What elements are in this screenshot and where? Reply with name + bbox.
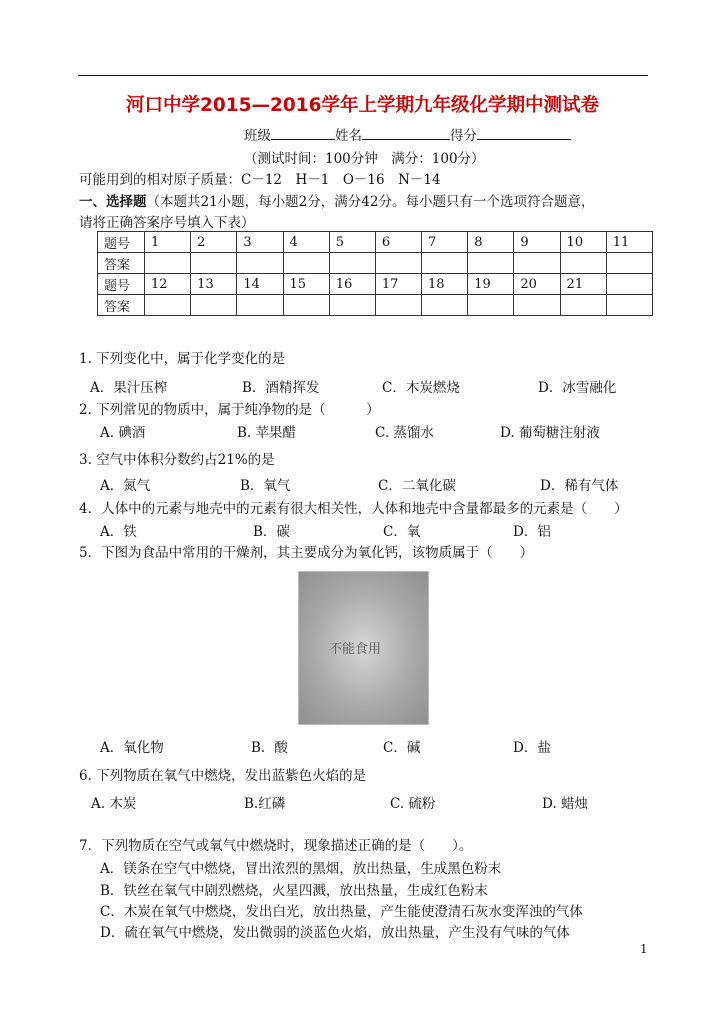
- row-header: 答案: [98, 253, 145, 274]
- answer-cell[interactable]: [422, 253, 468, 274]
- table-cell: 11: [606, 232, 652, 253]
- answer-cell[interactable]: [145, 295, 191, 316]
- table-cell: 7: [422, 232, 468, 253]
- option: D. 葡萄糖注射液: [500, 425, 600, 441]
- desiccant-label: 不能食用: [329, 642, 382, 657]
- option: C．碱: [383, 740, 421, 756]
- exam-info: （测试时间：100分钟 满分：100分）: [244, 151, 485, 167]
- question-stem: 4．人体中的元素与地壳中的元素有很大相关性，人体和地壳中含量都最多的元素是（ ）: [79, 501, 628, 517]
- table-cell: 21: [560, 274, 606, 295]
- table-cell: 14: [237, 274, 283, 295]
- option: B.红磷: [244, 796, 286, 812]
- answer-cell[interactable]: [237, 253, 283, 274]
- answer-cell[interactable]: [145, 253, 191, 274]
- question-stem: 1. 下列变化中，属于化学变化的是: [79, 351, 286, 367]
- answer-cell[interactable]: [560, 295, 606, 316]
- answer-cell[interactable]: [514, 295, 560, 316]
- option: B．碳: [253, 524, 290, 540]
- answer-cell[interactable]: [191, 253, 237, 274]
- section-title: 一、选择题: [79, 194, 147, 210]
- option: B．酒精挥发: [242, 380, 320, 396]
- student-fields: [244, 124, 571, 144]
- answer-cell[interactable]: [283, 253, 329, 274]
- answer-cell[interactable]: [329, 253, 375, 274]
- answer-cell[interactable]: [468, 295, 514, 316]
- table-cell: 18: [422, 274, 468, 295]
- question-stem: 5．下图为食品中常用的干燥剂，其主要成分为氧化钙，该物质属于（ ）: [79, 545, 534, 561]
- class-label: 班级: [244, 128, 271, 144]
- question-stem: 6. 下列物质在氧气中燃烧，发出蓝紫色火焰的是: [79, 768, 367, 784]
- table-cell: 15: [283, 274, 329, 295]
- name-blank[interactable]: [362, 124, 450, 140]
- table-cell: 19: [468, 274, 514, 295]
- option: B．铁丝在氧气中剧烈燃烧，火星四溅，放出热量，生成红色粉末: [100, 883, 488, 899]
- option: D. 蜡烛: [542, 796, 588, 812]
- table-row: [98, 253, 653, 274]
- table-cell: 3: [237, 232, 283, 253]
- atomic-masses: 可能用到的相对原子质量：C－12 H－1 O－16 N－14: [79, 172, 441, 188]
- table-cell: 10: [560, 232, 606, 253]
- section-desc: （本题共21小题，每小题2分，满分42分。每小题只有一个选项符合题意，: [146, 194, 595, 210]
- answer-cell[interactable]: [191, 295, 237, 316]
- answer-cell[interactable]: [560, 253, 606, 274]
- option: D．冰雪融化: [538, 380, 617, 396]
- table-cell: 8: [468, 232, 514, 253]
- score-label: 得分: [450, 128, 477, 144]
- option: C．二氧化碳: [378, 478, 456, 494]
- option: D．铝: [513, 524, 551, 540]
- table-cell: 1: [145, 232, 191, 253]
- page-title: 河口中学2015—2016学年上学期九年级化学期中测试卷: [126, 95, 599, 116]
- question-stem: 2. 下列常见的物质中，属于纯净物的是（ ）: [79, 402, 380, 418]
- table-row: [98, 232, 653, 253]
- table-cell: 4: [283, 232, 329, 253]
- class-blank[interactable]: [271, 124, 335, 140]
- answer-cell[interactable]: [468, 253, 514, 274]
- answer-cell[interactable]: [283, 295, 329, 316]
- question-stem: 3. 空气中体积分数约占21%的是: [79, 452, 275, 468]
- table-cell: 20: [514, 274, 560, 295]
- option: C．木炭在氧气中燃烧，发出白光，放出热量，产生能使澄清石灰水变浑浊的气体: [100, 904, 583, 920]
- option: C．氧: [383, 524, 421, 540]
- section-heading: [79, 190, 594, 210]
- option: A．氮气: [100, 478, 151, 494]
- table-cell: 16: [329, 274, 375, 295]
- answer-cell[interactable]: [375, 253, 421, 274]
- desiccant-image: [298, 571, 429, 725]
- option: A. 碘酒: [100, 425, 146, 441]
- table-cell: 13: [191, 274, 237, 295]
- table-cell: 12: [145, 274, 191, 295]
- option: C．木炭燃烧: [382, 380, 460, 396]
- answer-table: [97, 231, 653, 316]
- option: B. 苹果醋: [237, 425, 297, 441]
- option: A．氧化物: [100, 740, 164, 756]
- table-row: [98, 274, 653, 295]
- table-cell: 5: [329, 232, 375, 253]
- answer-cell[interactable]: [375, 295, 421, 316]
- page-number: 1: [640, 942, 648, 956]
- row-header: 题号: [98, 274, 145, 295]
- option: C. 硫粉: [390, 796, 436, 812]
- table-cell: 2: [191, 232, 237, 253]
- question-stem: 7．下列物质在空气或氧气中燃烧时，现象描述正确的是（ ）。: [79, 838, 473, 854]
- option: D．盐: [513, 740, 551, 756]
- table-cell: [606, 274, 652, 295]
- option: A．果汁压榨: [90, 380, 168, 396]
- answer-cell[interactable]: [329, 295, 375, 316]
- row-header: 题号: [98, 232, 145, 253]
- option: D．硫在氧气中燃烧，发出微弱的淡蓝色火焰，放出热量，产生没有气味的气体: [100, 925, 570, 941]
- row-header: 答案: [98, 295, 145, 316]
- option: B．酸: [251, 740, 288, 756]
- table-cell: 6: [375, 232, 421, 253]
- option: A. 木炭: [91, 796, 137, 812]
- score-blank[interactable]: [477, 124, 571, 140]
- option: A．镁条在空气中燃烧，冒出浓烈的黑烟，放出热量，生成黑色粉末: [100, 861, 502, 877]
- option: B．氧气: [240, 478, 291, 494]
- table-cell: 17: [375, 274, 421, 295]
- table-row: [98, 295, 653, 316]
- answer-cell[interactable]: [606, 253, 652, 274]
- option: C. 蒸馏水: [375, 425, 434, 441]
- header-rule: [78, 75, 648, 76]
- name-label: 姓名: [335, 128, 362, 144]
- answer-cell[interactable]: [422, 295, 468, 316]
- option: A．铁: [100, 524, 137, 540]
- section-desc-2: 请将正确答案序号填入下表）: [79, 215, 255, 231]
- option: D．稀有气体: [540, 478, 619, 494]
- table-cell: 9: [514, 232, 560, 253]
- answer-cell[interactable]: [606, 295, 652, 316]
- answer-cell[interactable]: [514, 253, 560, 274]
- answer-cell[interactable]: [237, 295, 283, 316]
